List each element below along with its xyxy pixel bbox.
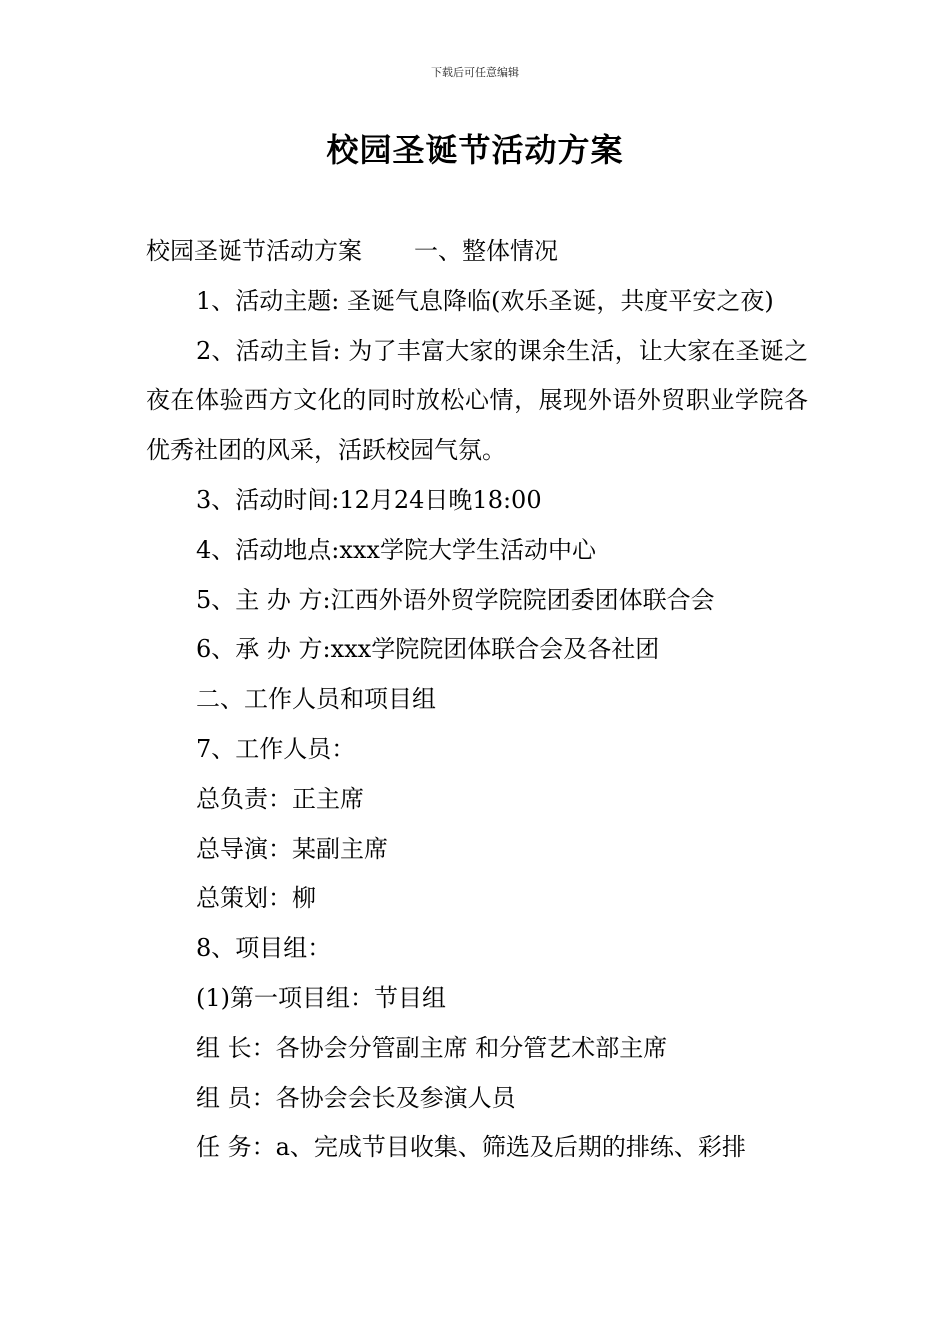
paragraph-staff: 7、工作人员： <box>196 734 356 763</box>
intro-right: 一、整体情况 <box>414 237 558 265</box>
paragraph-organizer: 5、主 办 方:江西外语外贸学院院团委团体联合会 <box>196 585 715 614</box>
paragraph-venue: 4、活动地点:xxx学院大学生活动中心 <box>196 535 596 564</box>
section-heading-staff: 二、工作人员和项目组 <box>196 685 436 714</box>
intro-line <box>146 227 808 277</box>
paragraph-time: 3、活动时间:12月24日晚18:00 <box>196 485 542 514</box>
paragraph-theme: 1、活动主题: 圣诞气息降临(欢乐圣诞，共度平安之夜) <box>196 286 774 315</box>
paragraph-group-task: 任 务：a、完成节目收集、筛选及后期的排练、彩排 <box>196 1133 746 1162</box>
paragraph-planner: 总策划：柳 <box>196 884 316 913</box>
paragraph-group-1: (1)第一项目组：节目组 <box>196 983 446 1012</box>
header-note: 下载后可任意编辑 <box>431 66 519 79</box>
paragraph-groups: 8、项目组： <box>196 934 332 963</box>
paragraph-chief: 总负责：正主席 <box>196 784 364 813</box>
paragraph-group-leader: 组 长：各协会分管副主席 和分管艺术部主席 <box>196 1033 668 1062</box>
document-body <box>146 227 808 1173</box>
paragraph-director: 总导演：某副主席 <box>196 834 388 863</box>
paragraph-co-organizer: 6、承 办 方:xxx学院院团体联合会及各社团 <box>196 635 660 664</box>
paragraph-purpose: 2、活动主旨: 为了丰富大家的课余生活，让大家在圣诞之夜在体验西方文化的同时放松心情，展现外语外贸职业学院各优秀社团的风采，活跃校园气氛。 <box>146 336 808 465</box>
intro-left: 校园圣诞节活动方案 <box>146 237 362 265</box>
document-title: 校园圣诞节活动方案 <box>326 131 624 169</box>
paragraph-group-members: 组 员：各协会会长及参演人员 <box>196 1083 516 1112</box>
